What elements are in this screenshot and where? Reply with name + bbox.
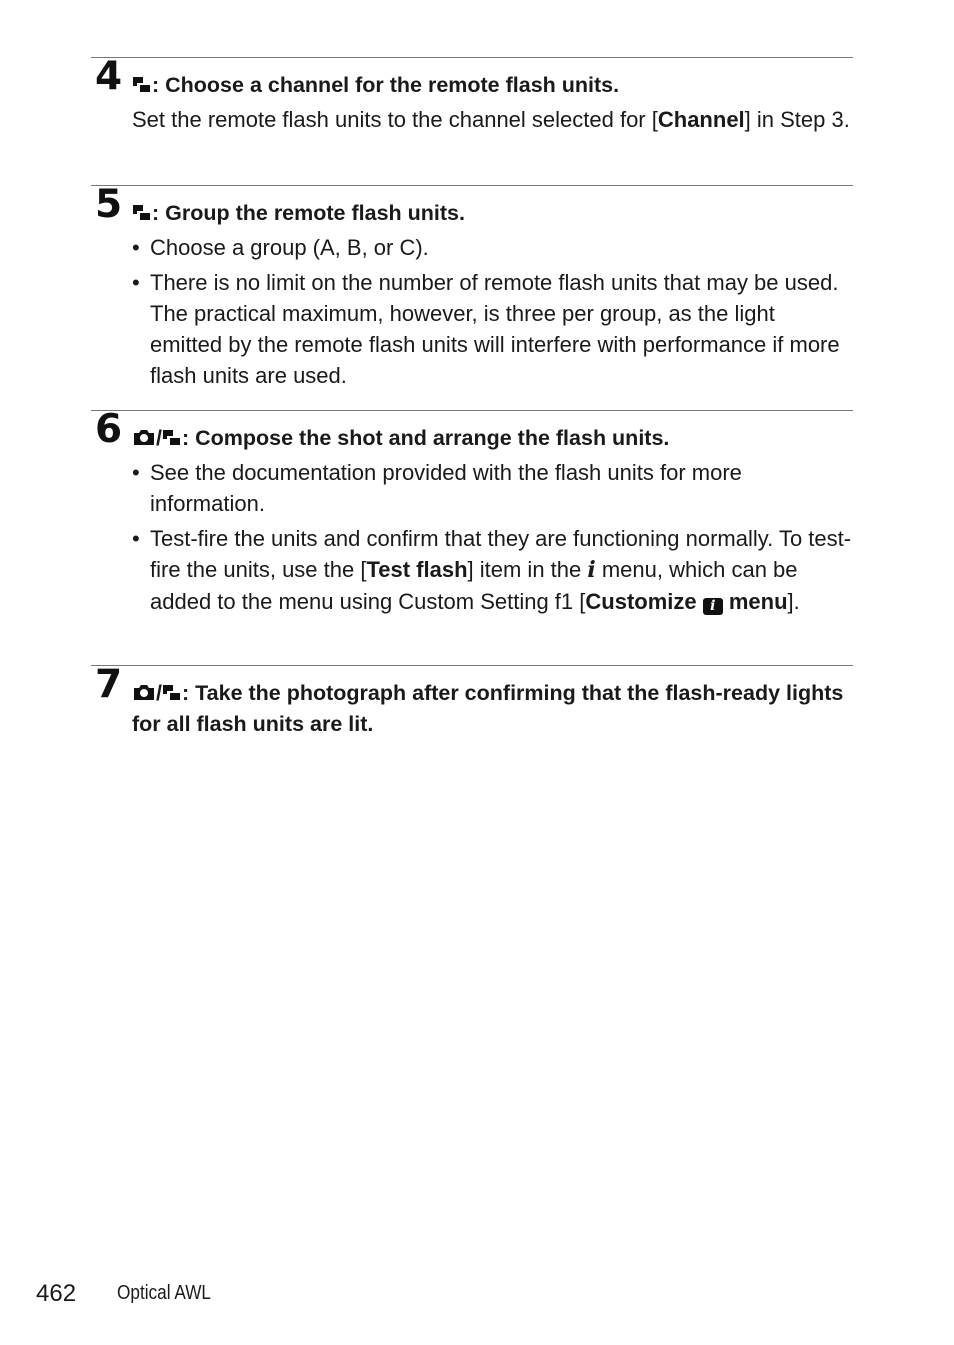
camera-icon	[132, 682, 156, 702]
list-item: • There is no limit on the number of remote flash units that may be used. The practical maximum, however, is three per group, as the light emitted by the remote flash units will interfere with performance if more flash units are used.	[132, 270, 840, 388]
list-item: • See the documentation provided with the flash units for more information.	[132, 460, 742, 516]
step-heading: : Choose a channel for the remote flash units.	[132, 70, 853, 101]
section-name: Optical AWL	[117, 1282, 211, 1304]
step-number: 6	[95, 407, 123, 452]
remote-flash-icon	[162, 682, 182, 702]
step-number: 5	[95, 182, 123, 227]
list-item: • Test-fire the units and confirm that they are functioning normally. To test-fire the units, use the [Test flash] item in the i menu, which can be added to the menu using Custom Setting f1 [Customize i menu].	[132, 526, 852, 614]
step-4	[91, 54, 853, 132]
step-text: Set the remote flash units to the channel selected for [Channel] in Step 3.	[132, 107, 850, 132]
step-heading: / : Take the photograph after confirming that the flash-ready lights for all flash units are lit.	[132, 681, 844, 736]
remote-flash-icon	[132, 74, 152, 94]
bullet-list	[132, 232, 853, 391]
step-heading: : Group the remote flash units.	[132, 198, 853, 229]
i-menu-icon: i	[703, 598, 723, 615]
i-menu-glyph: i	[587, 557, 596, 583]
bullet-list	[132, 457, 853, 617]
remote-flash-icon	[132, 202, 152, 222]
step-7	[91, 662, 853, 736]
step-5	[91, 182, 853, 388]
step-heading: / : Compose the shot and arrange the flash units.	[132, 423, 853, 454]
step-6	[91, 407, 853, 614]
list-item: • Choose a group (A, B, or C).	[132, 235, 429, 260]
step-number: 7	[95, 662, 123, 707]
page-number: 462	[36, 1280, 77, 1307]
remote-flash-icon	[162, 427, 182, 447]
camera-icon	[132, 427, 156, 447]
step-number: 4	[95, 54, 123, 99]
